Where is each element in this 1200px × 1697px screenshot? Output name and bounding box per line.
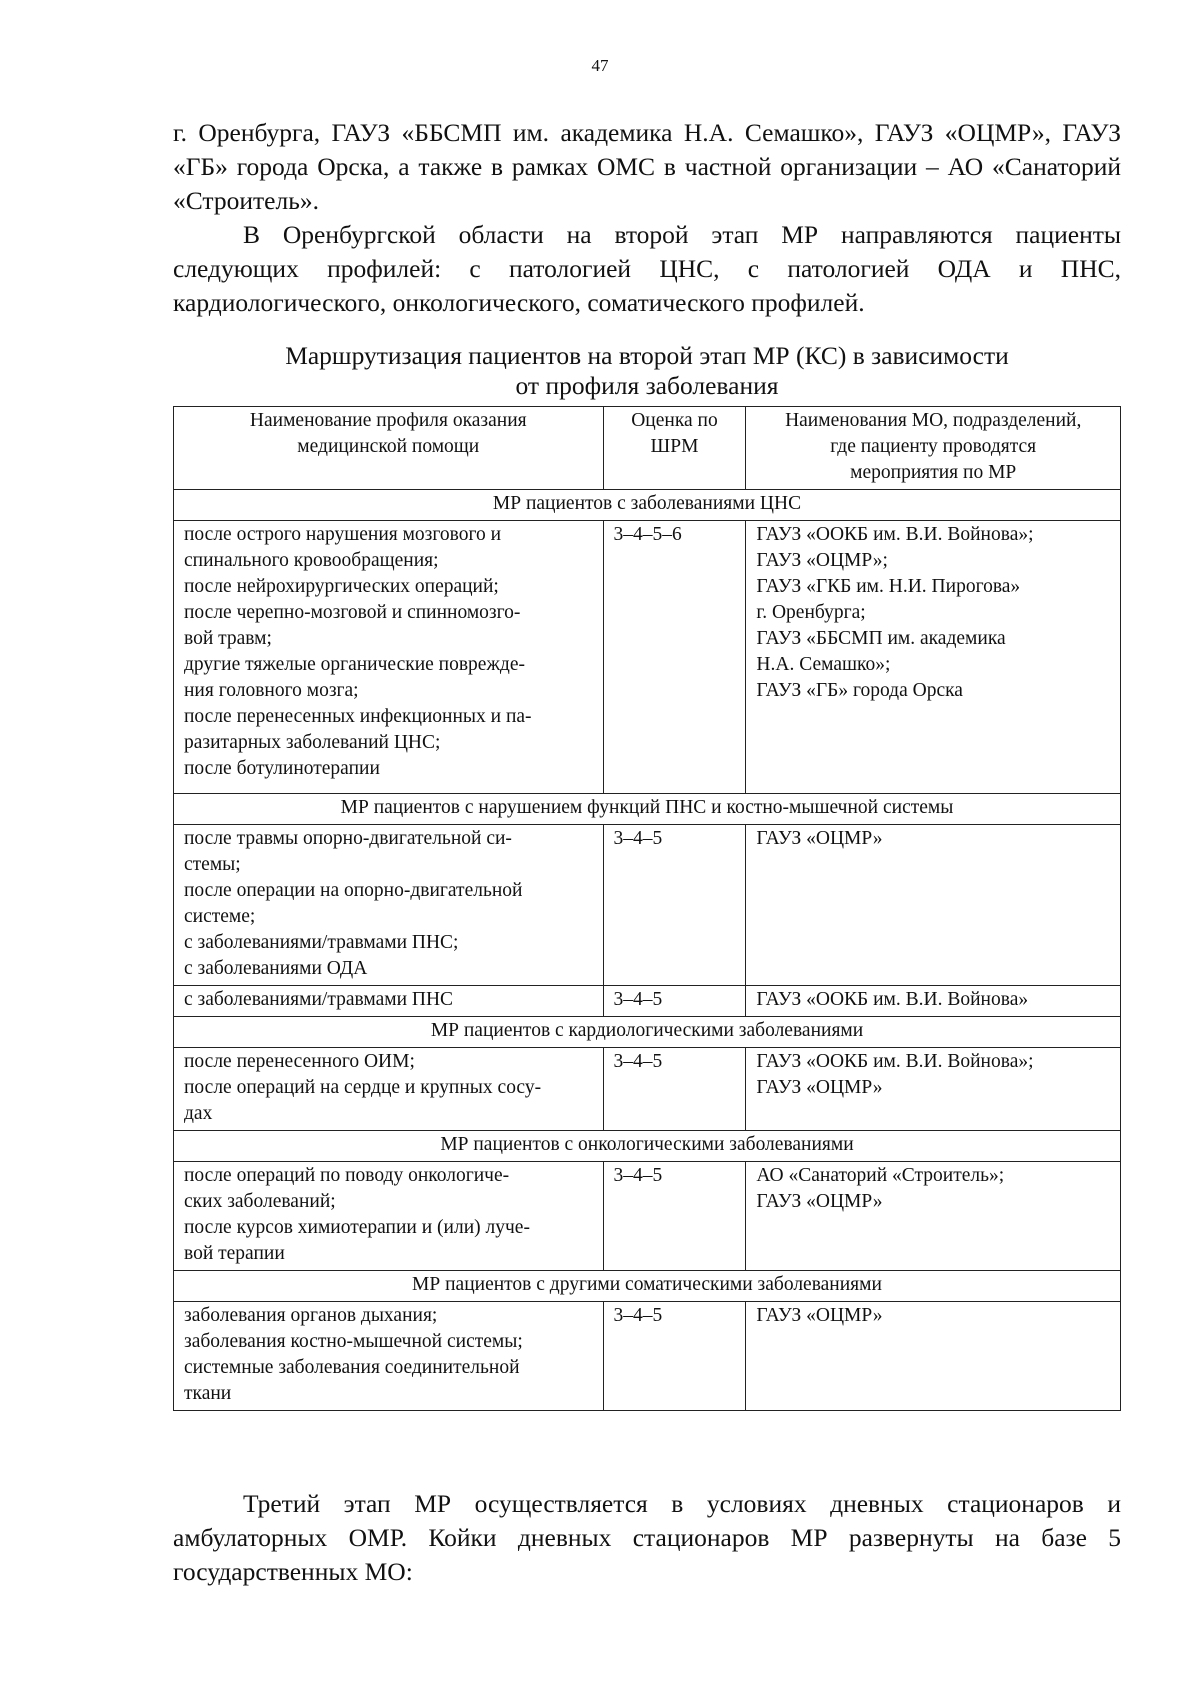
cell-line: с заболеваниями ОДА: [184, 958, 368, 979]
profile-cell: [174, 521, 604, 794]
header-line: Оценка по: [631, 410, 718, 431]
cell-line: дах: [184, 1103, 213, 1124]
cell-line: заболевания органов дыхания;: [184, 1305, 438, 1326]
section-title-cns: МР пациентов с заболеваниями ЦНС: [174, 490, 1121, 521]
cell-line: после черепно-мозговой и спинномозго-: [184, 602, 521, 623]
cell-line: АО «Санаторий «Строитель»;: [756, 1165, 1005, 1186]
cell-line: ткани: [184, 1383, 232, 1404]
header-line: Наименования МО, подразделений,: [785, 410, 1082, 431]
section-row: [174, 1017, 1121, 1048]
mo-cell: [746, 825, 1121, 986]
header-line: ШРМ: [650, 436, 699, 457]
intro-paragraph-2: В Оренбургской области на второй этап МР направляются пациенты следующих профилей: с патологией ЦНС, с патологией ОДА и ПНС, кардиологического, онкологического, соматического профилей.: [173, 220, 1121, 317]
section-row: [174, 1271, 1121, 1302]
cell-line: ния головного мозга;: [184, 680, 359, 701]
table-caption: [173, 341, 1121, 401]
table-caption-line-1: Маршрутизация пациентов на второй этап МР (КС) в зависимости: [285, 341, 1009, 370]
outro-text: [173, 1487, 1121, 1589]
cell-line: ГАУЗ «ОЦМР»: [756, 1305, 883, 1326]
cell-line: с заболеваниями/травмами ПНС: [184, 989, 454, 1010]
intro-paragraph-1: г. Оренбурга, ГАУЗ «ББСМП им. академика Н.А. Семашко», ГАУЗ «ОЦМР», ГАУЗ «ГБ» города Орска, а также в рамках ОМС в частной организации – АО «Санаторий «Строитель».: [173, 118, 1121, 215]
mo-cell: [746, 521, 1121, 794]
section-row: [174, 794, 1121, 825]
table-row: [174, 986, 1121, 1017]
routing-table: [173, 406, 1121, 1411]
score-cell: 3–4–5–6: [603, 521, 746, 794]
score-cell: 3–4–5: [603, 986, 746, 1017]
table-row: [174, 825, 1121, 986]
table-row: [174, 521, 1121, 794]
section-title-cardio: МР пациентов с кардиологическими заболеваниями: [174, 1017, 1121, 1048]
cell-line: ГАУЗ «ГБ» города Орска: [756, 680, 963, 701]
profile-cell: [174, 825, 604, 986]
header-mo: [746, 407, 1121, 490]
section-row: [174, 490, 1121, 521]
mo-cell: [746, 1302, 1121, 1411]
header-profile: [174, 407, 604, 490]
section-title-pns: МР пациентов с нарушением функций ПНС и костно-мышечной системы: [174, 794, 1121, 825]
cell-line: ГАУЗ «ГКБ им. Н.И. Пирогова»: [756, 576, 1021, 597]
outro-paragraph: Третий этап МР осуществляется в условиях дневных стационаров и амбулаторных ОМР. Койки дневных стационаров МР развернуты на базе 5 государственных МО:: [173, 1489, 1121, 1586]
cell-line: другие тяжелые органические поврежде-: [184, 654, 526, 675]
table-row: [174, 1162, 1121, 1271]
cell-line: ГАУЗ «ООКБ им. В.И. Войнова»;: [756, 1051, 1034, 1072]
header-score: [603, 407, 746, 490]
cell-line: ГАУЗ «ОЦМР»: [756, 828, 883, 849]
header-line: медицинской помощи: [297, 436, 480, 457]
cell-line: после операций на сердце и крупных сосу-: [184, 1077, 542, 1098]
profile-cell: [174, 1048, 604, 1131]
mo-cell: [746, 1162, 1121, 1271]
table-caption-line-2: от профиля заболевания: [515, 371, 779, 400]
cell-line: после операции на опорно-двигательной: [184, 880, 523, 901]
cell-line: после операций по поводу онкологиче-: [184, 1165, 510, 1186]
cell-line: ГАУЗ «ОЦМР»: [756, 1077, 883, 1098]
cell-line: г. Оренбурга;: [756, 602, 866, 623]
cell-line: после курсов химиотерапии и (или) луче-: [184, 1217, 530, 1238]
cell-line: стемы;: [184, 854, 241, 875]
cell-line: после перенесенного ОИМ;: [184, 1051, 415, 1072]
score-cell: 3–4–5: [603, 825, 746, 986]
header-line: мероприятия по МР: [850, 462, 1017, 483]
cell-line: после нейрохирургических операций;: [184, 576, 499, 597]
cell-line: после ботулинотерапии: [184, 758, 380, 779]
score-cell: 3–4–5: [603, 1048, 746, 1131]
cell-line: ГАУЗ «ББСМП им. академика: [756, 628, 1006, 649]
header-line: где пациенту проводятся: [830, 436, 1037, 457]
profile-cell: [174, 1302, 604, 1411]
table-row: [174, 1302, 1121, 1411]
section-row: [174, 1131, 1121, 1162]
profile-cell: [174, 986, 604, 1017]
cell-line: после травмы опорно-двигательной си-: [184, 828, 512, 849]
score-cell: 3–4–5: [603, 1302, 746, 1411]
cell-line: разитарных заболеваний ЦНС;: [184, 732, 441, 753]
cell-line: ских заболеваний;: [184, 1191, 336, 1212]
page-number: 47: [591, 56, 609, 75]
cell-line: с заболеваниями/травмами ПНС;: [184, 932, 459, 953]
mo-cell: [746, 1048, 1121, 1131]
table-row: [174, 1048, 1121, 1131]
profile-cell: [174, 1162, 604, 1271]
cell-line: вой травм;: [184, 628, 272, 649]
intro-text: [173, 116, 1121, 320]
section-title-somatic: МР пациентов с другими соматическими заболеваниями: [174, 1271, 1121, 1302]
header-line: Наименование профиля оказания: [249, 410, 527, 431]
cell-line: системе;: [184, 906, 256, 927]
cell-line: после перенесенных инфекционных и па-: [184, 706, 532, 727]
section-title-onco: МР пациентов с онкологическими заболеваниями: [174, 1131, 1121, 1162]
cell-line: Н.А. Семашко»;: [756, 654, 891, 675]
cell-line: спинального кровообращения;: [184, 550, 439, 571]
mo-cell: [746, 986, 1121, 1017]
cell-line: ГАУЗ «ОЦМР»;: [756, 550, 888, 571]
cell-line: ГАУЗ «ООКБ им. В.И. Войнова»;: [756, 524, 1034, 545]
cell-line: ГАУЗ «ОЦМР»: [756, 1191, 883, 1212]
score-cell: 3–4–5: [603, 1162, 746, 1271]
cell-line: заболевания костно-мышечной системы;: [184, 1331, 523, 1352]
cell-line: вой терапии: [184, 1243, 285, 1264]
table-header-row: [174, 407, 1121, 490]
cell-line: ГАУЗ «ООКБ им. В.И. Войнова»: [756, 989, 1029, 1010]
cell-line: системные заболевания соединительной: [184, 1357, 520, 1378]
cell-line: после острого нарушения мозгового и: [184, 524, 502, 545]
